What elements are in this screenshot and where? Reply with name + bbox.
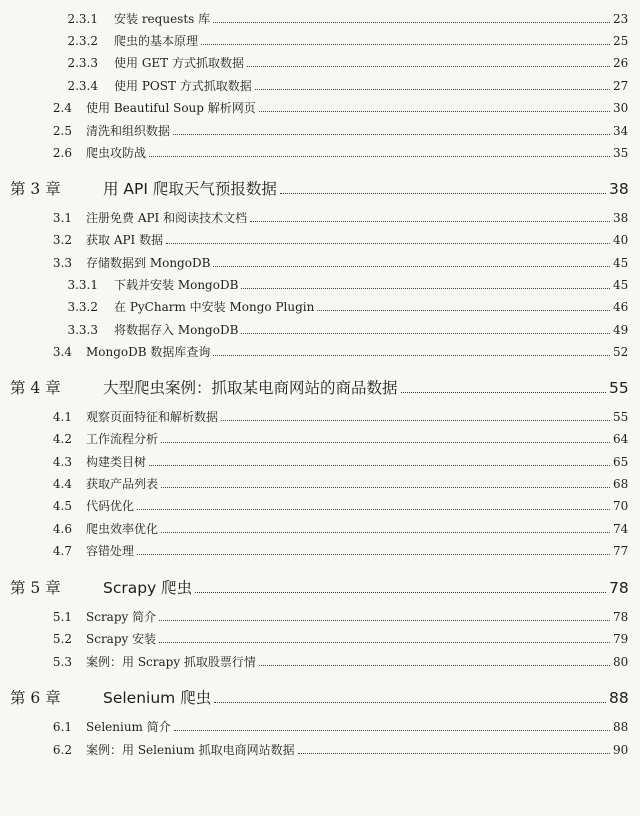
toc-entry-number: 5.1 — [52, 610, 72, 624]
toc-section-row — [0, 209, 640, 226]
toc-entry-page: 88 — [609, 689, 629, 707]
toc-entry-number: 4.1 — [52, 410, 72, 424]
toc-entry-page: 27 — [613, 79, 629, 93]
toc-section-row — [0, 630, 640, 647]
toc-entry-page: 34 — [613, 124, 629, 138]
toc-section-row — [0, 542, 640, 559]
toc-chapter-row — [0, 376, 640, 398]
toc-section-row — [0, 718, 640, 735]
toc-section-row — [0, 32, 640, 49]
toc-entry-number: 6.1 — [52, 720, 72, 734]
toc-entry-title: 将数据存入 MongoDB — [114, 323, 239, 337]
toc-entry-number: 3.4 — [52, 345, 72, 359]
toc-entry-title: 构建类目树 — [86, 455, 147, 469]
toc-entry-page: 46 — [613, 300, 629, 314]
toc-entry-title: 爬虫的基本原理 — [114, 34, 199, 48]
toc-entry-title: 代码优化 — [86, 499, 135, 513]
toc-entry-page: 30 — [613, 101, 629, 115]
toc-entry-title: 使用 GET 方式抓取数据 — [114, 56, 244, 70]
toc-entry-number: 4.6 — [52, 522, 72, 536]
toc-entry-number: 4.4 — [52, 477, 72, 491]
toc-entry-number: 3.3.2 — [67, 300, 98, 314]
toc-entry-title: 使用 POST 方式抓取数据 — [114, 79, 252, 93]
dot-leader — [214, 701, 606, 703]
dot-leader — [213, 354, 610, 356]
toc-entry-number: 5.3 — [52, 655, 72, 669]
dot-leader — [161, 531, 610, 533]
toc-entry-number: 2.3.3 — [67, 56, 98, 70]
toc-entry-number: 3.1 — [52, 211, 72, 225]
toc-entry-number: 第 5 章 — [10, 579, 61, 597]
toc-section-row — [0, 276, 640, 293]
dot-leader — [137, 553, 610, 555]
toc-section-row — [0, 298, 640, 315]
toc-entry-number: 4.5 — [52, 499, 72, 513]
dot-leader — [317, 309, 610, 311]
toc-section-row — [0, 321, 640, 338]
toc-entry-number: 2.4 — [52, 101, 72, 115]
toc-entry-number: 3.3 — [52, 256, 72, 270]
toc-section-row — [0, 122, 640, 139]
toc-entry-number: 3.3.3 — [67, 323, 98, 337]
toc-entry-page: 55 — [609, 379, 629, 397]
toc-entry-title: Scrapy 简介 — [86, 610, 157, 624]
toc-section-row — [0, 343, 640, 360]
dot-leader — [213, 21, 610, 23]
toc-section-row — [0, 608, 640, 625]
toc-entry-number: 5.2 — [52, 632, 72, 646]
toc-entry-page: 49 — [613, 323, 629, 337]
toc-entry-title: Selenium 简介 — [86, 720, 171, 734]
toc-entry-title: 获取 API 数据 — [86, 233, 164, 247]
toc-section-row — [0, 54, 640, 71]
toc-entry-number: 3.2 — [52, 233, 72, 247]
toc-entry-page: 45 — [613, 278, 629, 292]
toc-chapter-row — [0, 576, 640, 598]
dot-leader — [161, 486, 610, 488]
toc-section-row — [0, 99, 640, 116]
toc-entry-page: 90 — [613, 743, 629, 757]
dot-leader — [250, 220, 610, 222]
toc-entry-page: 45 — [613, 256, 629, 270]
toc-section-row — [0, 10, 640, 27]
toc-entry-page: 80 — [613, 655, 629, 669]
toc-entry-number: 第 6 章 — [10, 689, 61, 707]
toc-entry-title: 安装 requests 库 — [114, 12, 211, 26]
dot-leader — [241, 332, 610, 334]
toc-section-row — [0, 497, 640, 514]
toc-section-row — [0, 77, 640, 94]
toc-entry-page: 77 — [613, 544, 629, 558]
toc-entry-title: 爬虫攻防战 — [86, 146, 147, 160]
toc-entry-number: 4.7 — [52, 544, 72, 558]
toc-chapter-row — [0, 686, 640, 708]
dot-leader — [401, 391, 606, 393]
toc-entry-title: 容错处理 — [86, 544, 135, 558]
toc-entry-page: 40 — [613, 233, 629, 247]
toc-entry-number: 6.2 — [52, 743, 72, 757]
toc-section-row — [0, 475, 640, 492]
toc-entry-page: 38 — [613, 211, 629, 225]
toc-entry-number: 2.5 — [52, 124, 72, 138]
toc-section-row — [0, 741, 640, 758]
dot-leader — [166, 242, 610, 244]
toc-entry-page: 26 — [613, 56, 629, 70]
toc-entry-number: 2.3.4 — [67, 79, 98, 93]
dot-leader — [161, 441, 610, 443]
dot-leader — [213, 265, 610, 267]
dot-leader — [159, 619, 610, 621]
dot-leader — [221, 419, 610, 421]
toc-entry-page: 23 — [613, 12, 629, 26]
dot-leader — [280, 192, 606, 194]
toc-entry-page: 35 — [613, 146, 629, 160]
dot-leader — [173, 133, 610, 135]
toc-entry-title: 工作流程分析 — [86, 432, 159, 446]
toc-section-row — [0, 408, 640, 425]
dot-leader — [201, 43, 610, 45]
toc-section-row — [0, 144, 640, 161]
toc-entry-number: 4.2 — [52, 432, 72, 446]
toc-entry-title: 在 PyCharm 中安装 Mongo Plugin — [114, 300, 315, 314]
toc-entry-page: 52 — [613, 345, 629, 359]
toc-section-row — [0, 653, 640, 670]
dot-leader — [159, 641, 610, 643]
toc-entry-number: 第 4 章 — [10, 379, 61, 397]
toc-entry-title: Selenium 爬虫 — [103, 689, 212, 707]
dot-leader — [255, 88, 610, 90]
toc-entry-title: 下载并安装 MongoDB — [114, 278, 239, 292]
toc-entry-title: 爬虫效率优化 — [86, 522, 159, 536]
toc-section-row — [0, 430, 640, 447]
dot-leader — [149, 155, 610, 157]
toc-entry-page: 70 — [613, 499, 629, 513]
dot-leader — [195, 591, 606, 593]
dot-leader — [137, 508, 610, 510]
toc-entry-number: 4.3 — [52, 455, 72, 469]
toc-entry-title: 用 API 爬取天气预报数据 — [103, 180, 277, 198]
toc-entry-page: 55 — [613, 410, 629, 424]
toc-section-row — [0, 231, 640, 248]
dot-leader — [149, 464, 610, 466]
toc-entry-title: 案例：用 Scrapy 抓取股票行情 — [86, 655, 256, 669]
toc-entry-page: 78 — [609, 579, 629, 597]
toc-entry-title: 大型爬虫案例：抓取某电商网站的商品数据 — [103, 379, 398, 397]
toc-section-row — [0, 254, 640, 271]
dot-leader — [298, 752, 610, 754]
toc-entry-title: 存储数据到 MongoDB — [86, 256, 211, 270]
toc-entry-page: 78 — [613, 610, 629, 624]
toc-entry-title: 观察页面特征和解析数据 — [86, 410, 219, 424]
toc-entry-page: 68 — [613, 477, 629, 491]
toc-entry-page: 79 — [613, 632, 629, 646]
toc-entry-title: 获取产品列表 — [86, 477, 159, 491]
toc-entry-title: Scrapy 安装 — [86, 632, 157, 646]
toc-entry-number: 3.3.1 — [67, 278, 98, 292]
toc-chapter-row — [0, 177, 640, 199]
toc-entry-title: MongoDB 数据库查询 — [86, 345, 211, 359]
toc-entry-title: 注册免费 API 和阅读技术文档 — [86, 211, 248, 225]
toc-entry-page: 64 — [613, 432, 629, 446]
toc-section-row — [0, 520, 640, 537]
toc-entry-number: 2.3.2 — [67, 34, 98, 48]
toc-entry-page: 65 — [613, 455, 629, 469]
dot-leader — [174, 729, 610, 731]
toc-entry-number: 2.3.1 — [67, 12, 98, 26]
toc-entry-page: 74 — [613, 522, 629, 536]
toc-entry-title: Scrapy 爬虫 — [103, 579, 193, 597]
toc-entry-title: 使用 Beautiful Soup 解析网页 — [86, 101, 256, 115]
toc-entry-page: 25 — [613, 34, 629, 48]
dot-leader — [259, 110, 610, 112]
dot-leader — [259, 664, 610, 666]
toc-entry-page: 38 — [609, 180, 629, 198]
toc-entry-number: 2.6 — [52, 146, 72, 160]
toc-section-row — [0, 453, 640, 470]
toc-entry-title: 清洗和组织数据 — [86, 124, 171, 138]
dot-leader — [247, 65, 610, 67]
dot-leader — [241, 287, 610, 289]
toc-entry-number: 第 3 章 — [10, 180, 61, 198]
toc-entry-page: 88 — [613, 720, 629, 734]
toc-entry-title: 案例：用 Selenium 抓取电商网站数据 — [86, 743, 295, 757]
